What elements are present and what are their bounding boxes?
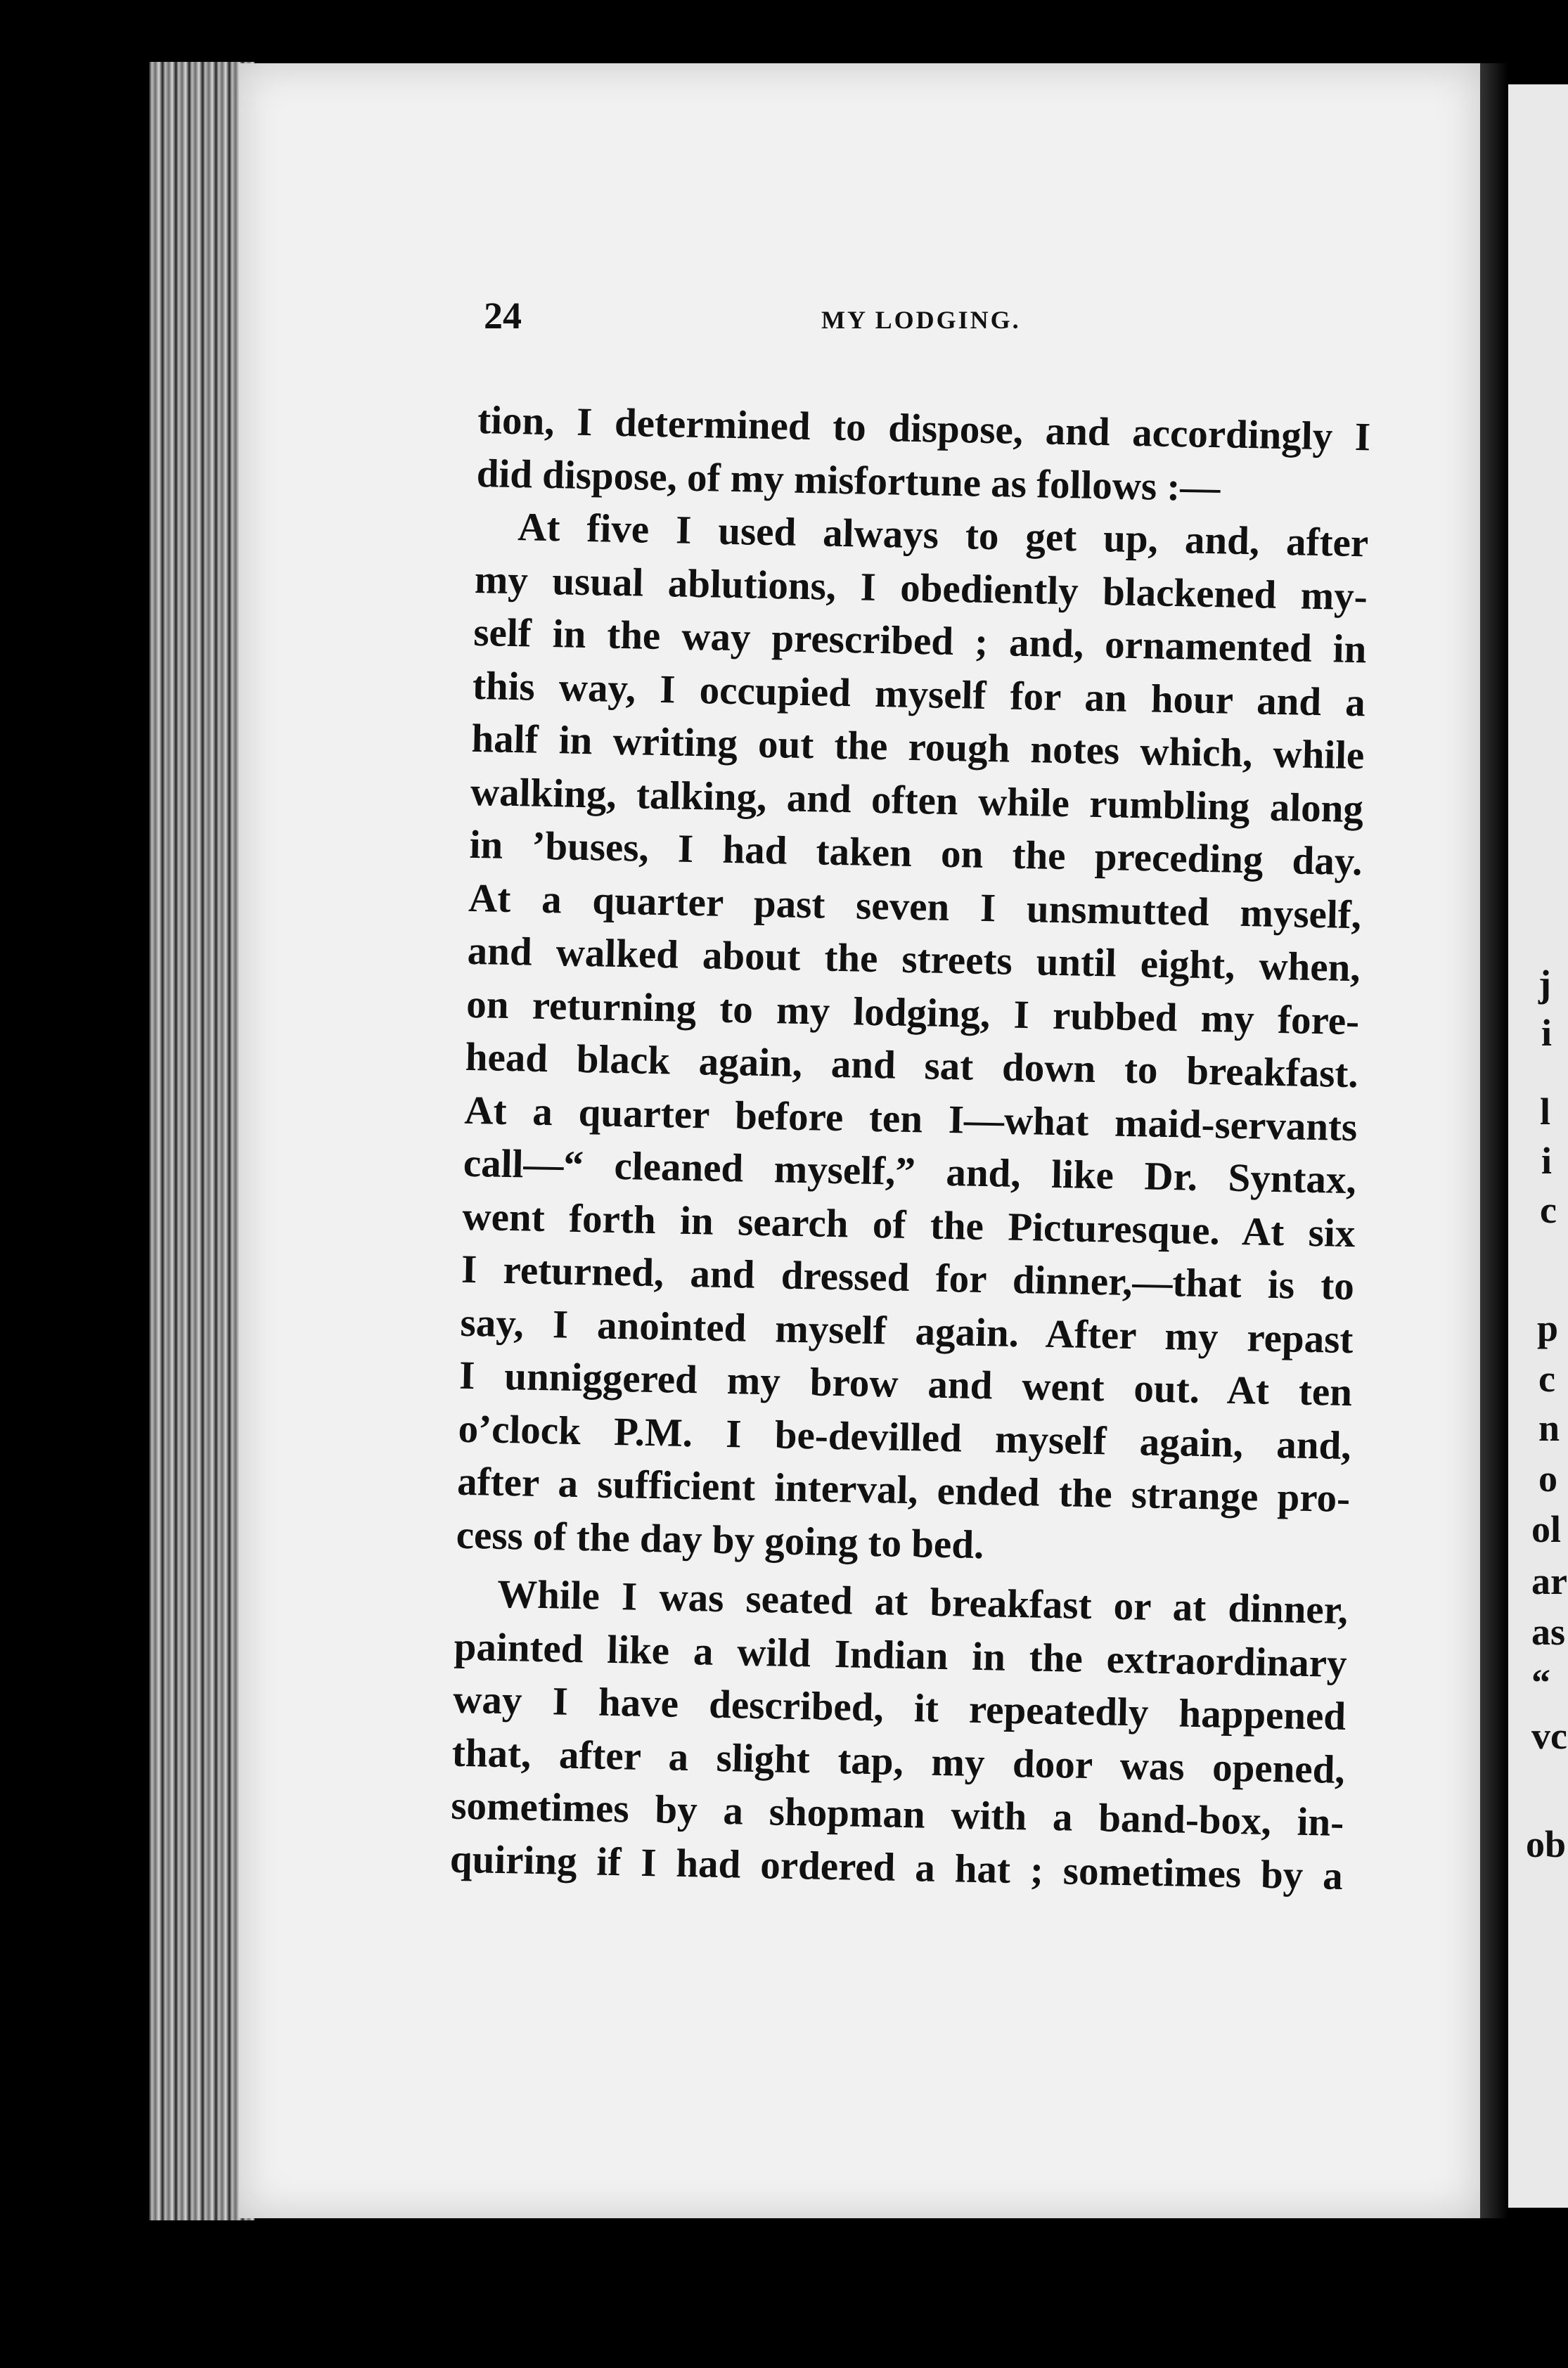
text-line: head black again, and sat down to breakfast. xyxy=(465,1034,1359,1097)
facing-page-fragment: n xyxy=(1538,1407,1560,1449)
body-text xyxy=(449,394,1371,1903)
facing-page-fragment: i xyxy=(1541,1140,1553,1182)
text-line: sometimes by a shopman with a band-box, in- xyxy=(450,1783,1344,1846)
facing-page-fragment: c xyxy=(1538,1358,1555,1400)
text-line: this way, I occupied myself for an hour and a xyxy=(472,663,1366,725)
gutter-shadow xyxy=(1480,63,1508,2218)
facing-page-fragment: o xyxy=(1538,1458,1557,1500)
facing-page-fragment: as xyxy=(1531,1611,1566,1653)
text-line: my usual ablutions, I obediently blackened my- xyxy=(474,557,1368,619)
facing-page-fragment: vc xyxy=(1531,1715,1567,1757)
text-line: At a quarter past seven I unsmutted myself, xyxy=(468,875,1362,937)
text-line: half in writing out the rough notes which, while xyxy=(470,716,1365,778)
text-line: on returning to my lodging, I rubbed my fore- xyxy=(465,982,1360,1043)
facing-page-fragment: i xyxy=(1541,1012,1553,1054)
text-line: o’clock P.M. I be-devilled myself again, and, xyxy=(458,1406,1352,1468)
facing-page-fragment: ol xyxy=(1531,1508,1562,1550)
text-line: I returned, and dressed for dinner,—that is to xyxy=(461,1247,1355,1309)
text-line: While I was seated at breakfast or at dinner, xyxy=(496,1571,1349,1633)
text-line: after a sufficient interval, ended the strange pro- xyxy=(456,1459,1351,1521)
running-head: MY LODGING. xyxy=(821,306,1021,334)
facing-page-fragment: c xyxy=(1540,1189,1557,1231)
text-line: quiring if I had ordered a hat ; sometimes by a xyxy=(449,1836,1344,1898)
text-line: went forth in search of the Picturesque. At six xyxy=(461,1194,1356,1256)
text-line: did dispose, of my misfortune as follows :— xyxy=(476,451,1221,510)
facing-page-fragment: “ xyxy=(1531,1661,1550,1704)
text-line: walking, talking, and often while rumbling along xyxy=(470,769,1364,831)
page-header xyxy=(484,294,1060,350)
facing-page-fragment: p xyxy=(1537,1307,1559,1349)
text-line: I unniggered my brow and went out. At ten xyxy=(458,1353,1353,1415)
facing-page-fragment: l xyxy=(1540,1090,1551,1133)
facing-page-fragment: j xyxy=(1538,963,1551,1005)
page-number: 24 xyxy=(484,295,522,337)
text-line: At five I used always to get up, and, after xyxy=(517,505,1369,566)
facing-page-fragment: ob xyxy=(1526,1823,1567,1865)
text-line: and walked about the streets until eight, when, xyxy=(467,928,1361,991)
text-line: painted like a wild Indian in the extraordinary xyxy=(454,1624,1348,1686)
text-line: in ’buses, I had taken on the preceding day. xyxy=(469,822,1363,884)
facing-page-strip xyxy=(1508,84,1568,2208)
facing-page-fragment: ar xyxy=(1531,1560,1567,1602)
text-line: call—“ cleaned myself,” and, like Dr. Syntax, xyxy=(463,1140,1357,1203)
text-line: that, after a slight tap, my door was opened, xyxy=(451,1730,1346,1792)
text-line: At a quarter before ten I—what maid-servants xyxy=(463,1088,1358,1150)
text-line: way I have described, it repeatedly happened xyxy=(452,1677,1347,1739)
text-line: cess of the day by going to bed. xyxy=(456,1512,984,1567)
text-line: self in the way prescribed ; and, ornamented in xyxy=(473,610,1367,672)
text-line: say, I anointed myself again. After my repast xyxy=(460,1300,1354,1362)
text-line: tion, I determined to dispose, and accordingly I xyxy=(477,397,1371,460)
